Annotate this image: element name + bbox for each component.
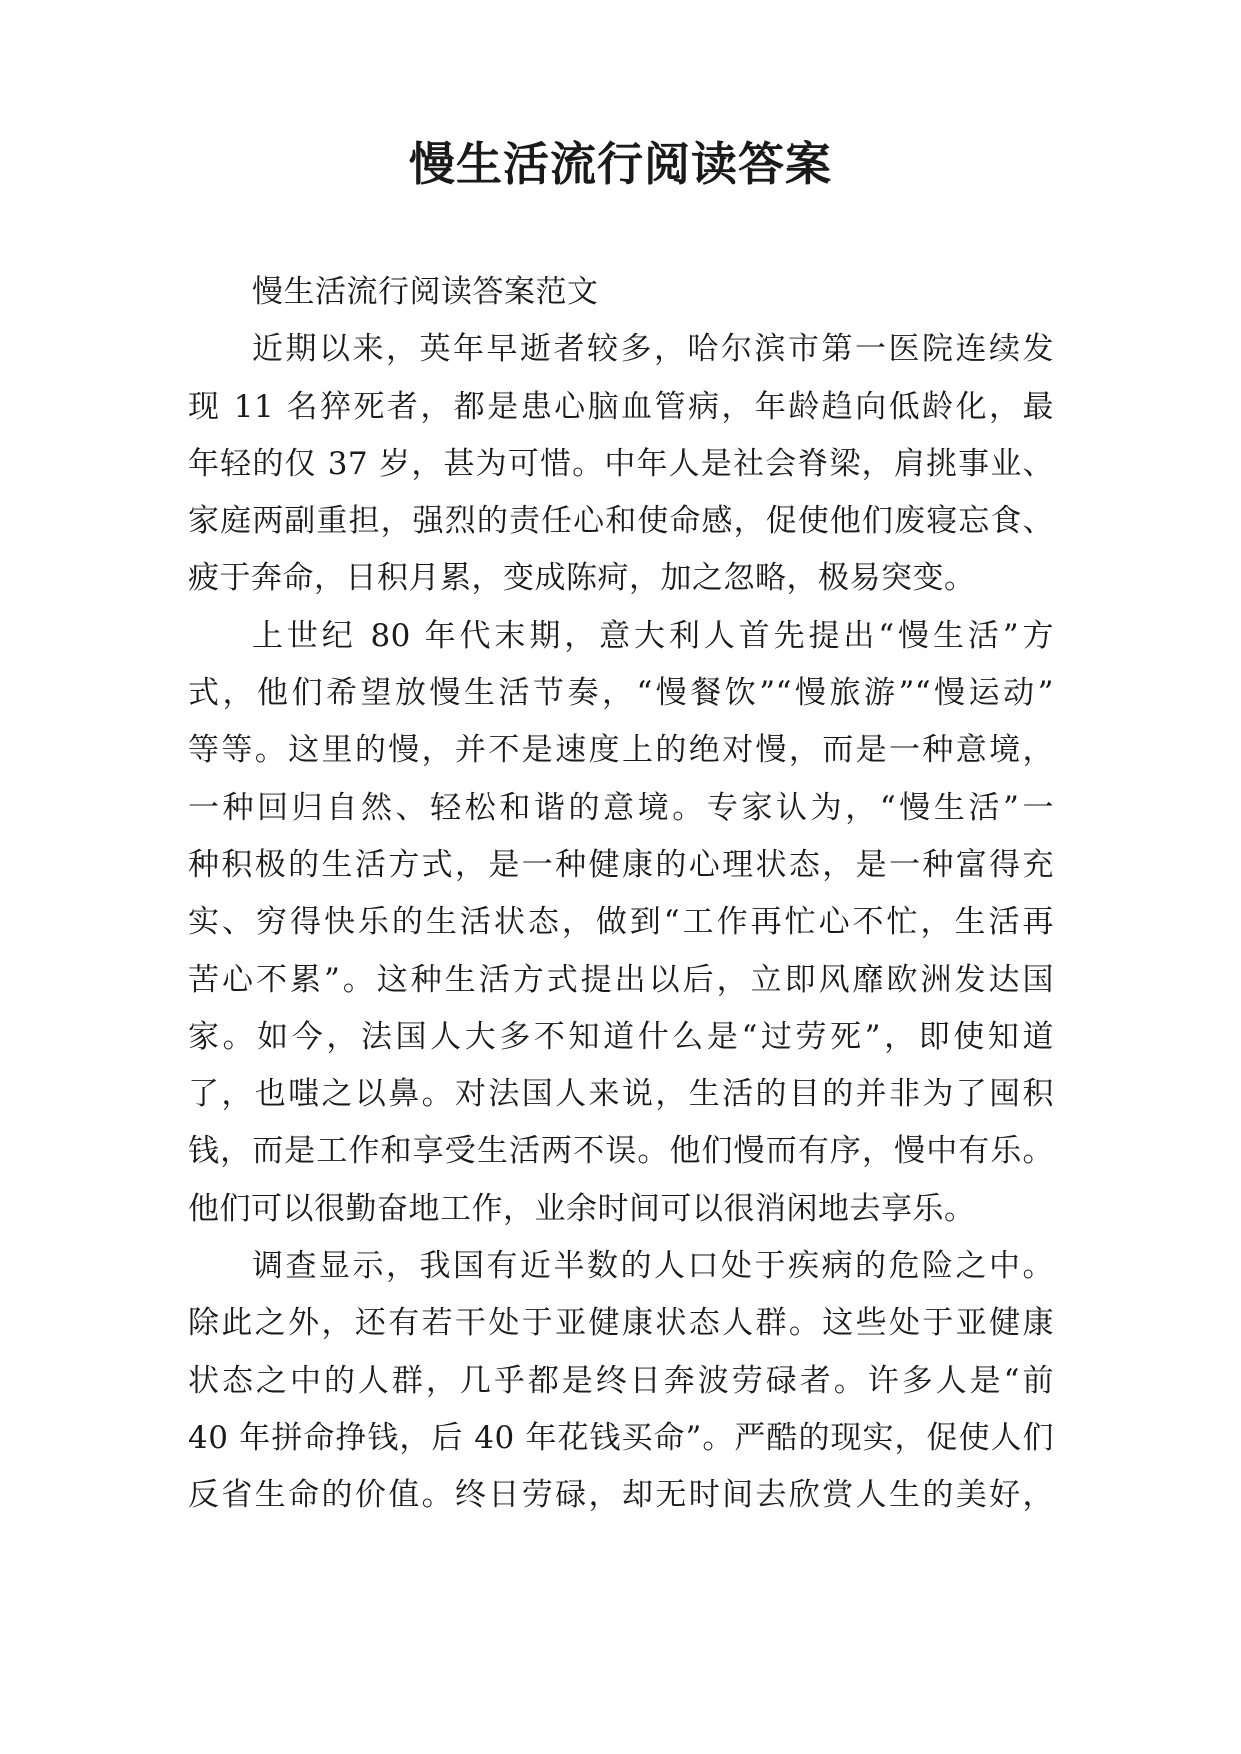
paragraph-2-line-10: 钱，而是工作和享受生活两不误。他们慢而有序，慢中有乐。 xyxy=(188,1133,1054,1170)
document-title: 慢生活流行阅读答案 xyxy=(409,137,832,191)
paragraph-2-line-8: 家。如今，法国人大多不知道什么是“过劳死”，即使知道 xyxy=(188,1018,1054,1055)
paragraph-2-line-3: 等等。这里的慢，并不是速度上的绝对慢，而是一种意境， xyxy=(188,732,1054,769)
paragraph-1-line-4: 家庭两副重担，强烈的责任心和使命感，促使他们废寝忘食、 xyxy=(188,503,1054,540)
paragraph-3-line-3: 状态之中的人群，几乎都是终日奔波劳碌者。许多人是“前 xyxy=(188,1362,1054,1399)
paragraph-3-line-5: 反省生命的价值。终日劳碌，却无时间去欣赏人生的美好， xyxy=(188,1477,1054,1514)
paragraph-2-line-4: 一种回归自然、轻松和谐的意境。专家认为，“慢生活”一 xyxy=(188,789,1054,826)
paragraph-2-line-2: 式，他们希望放慢生活节奏，“慢餐饮”“慢旅游”“慢运动” xyxy=(188,675,1054,712)
subtitle-line: 慢生活流行阅读答案范文 xyxy=(252,274,599,310)
paragraph-1-line-3: 年轻的仅 37 岁，甚为可惜。中年人是社会脊梁，肩挑事业、 xyxy=(188,445,1054,482)
paragraph-2-line-9: 了，也嗤之以鼻。对法国人来说，生活的目的并非为了囤积 xyxy=(188,1076,1054,1113)
paragraph-2-line-1: 上世纪 80 年代末期，意大利人首先提出“慢生活”方 xyxy=(252,617,1054,654)
paragraph-3-line-4: 40 年拼命挣钱，后 40 年花钱买命”。严酷的现实，促使人们 xyxy=(188,1419,1054,1456)
paragraph-1-line-1: 近期以来，英年早逝者较多，哈尔滨市第一医院连续发 xyxy=(252,331,1054,368)
paragraph-2-line-5: 种积极的生活方式，是一种健康的心理状态，是一种富得充 xyxy=(188,846,1054,883)
paragraph-2-line-6: 实、穷得快乐的生活状态，做到“工作再忙心不忙，生活再 xyxy=(188,904,1054,941)
paragraph-2-line-7: 苦心不累”。这种生活方式提出以后，立即风靡欧洲发达国 xyxy=(188,961,1054,998)
paragraph-1-line-2: 现 11 名猝死者，都是患心脑血管病，年龄趋向低龄化，最 xyxy=(188,388,1054,425)
paragraph-3-line-2: 除此之外，还有若干处于亚健康状态人群。这些处于亚健康 xyxy=(188,1305,1054,1342)
document-body xyxy=(188,264,1054,1525)
paragraph-3-line-1: 调查显示，我国有近半数的人口处于疾病的危险之中。 xyxy=(252,1248,1054,1285)
paragraph-2-line-11: 他们可以很勤奋地工作，业余时间可以很消闲地去享乐。 xyxy=(188,1190,976,1227)
paragraph-1-line-5: 疲于奔命，日积月累，变成陈疴，加之忽略，极易突变。 xyxy=(188,560,976,597)
